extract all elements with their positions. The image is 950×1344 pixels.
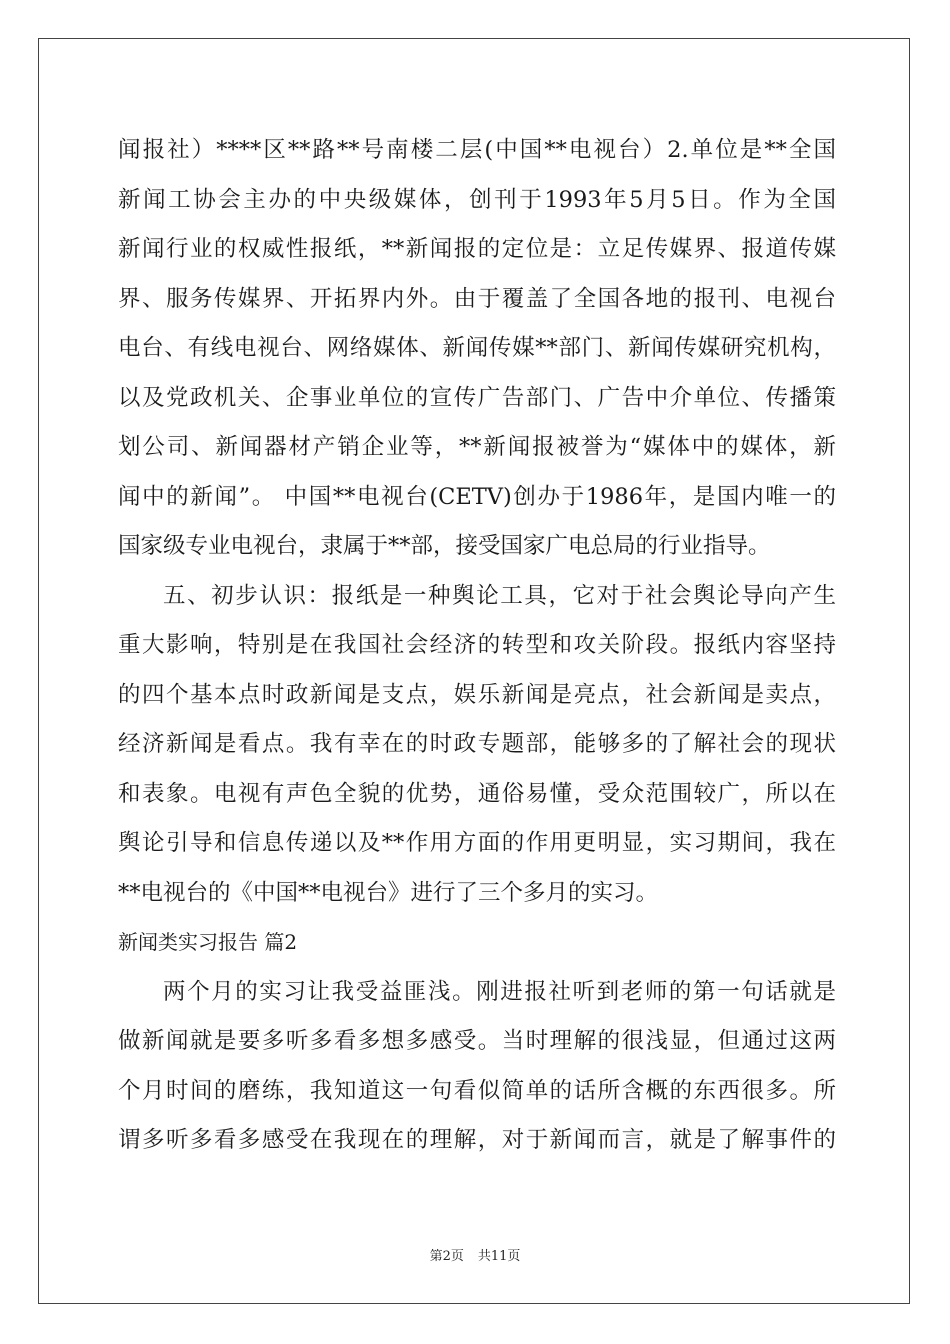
text-line: 闻报社）****区**路**号南楼二层(中国**电视台）2.单位是**全国 xyxy=(118,137,836,163)
text-line: 国家级专业电视台，隶属于**部，接受国家广电总局的行业指导。 xyxy=(118,533,771,559)
text-line: 的四个基本点时政新闻是支点，娱乐新闻是亮点，社会新闻是卖点， xyxy=(118,681,836,708)
text-line: **电视台的《中国**电视台》进行了三个多月的实习。 xyxy=(118,879,659,906)
text-line: 新闻工协会主办的中央级媒体，创刊于1993年5月5日。作为全国 xyxy=(118,186,836,213)
text-line: 以及党政机关、企事业单位的宣传广告部门、广告中介单位、传播策 xyxy=(118,384,836,411)
text-line: 五、初步认识：报纸是一种舆论工具，它对于社会舆论导向产生 xyxy=(163,582,836,609)
page-total: 共11页 xyxy=(477,1249,521,1264)
text-line: 闻中的新闻”。 中国**电视台(CETV)创办于1986年，是国内唯一的 xyxy=(118,483,836,510)
page-footer xyxy=(0,1245,950,1264)
text-line: 谓多听多看多感受在我现在的理解，对于新闻而言，就是了解事件的 xyxy=(118,1127,836,1153)
text-line: 界、服务传媒界、开拓界内外。由于覆盖了全国各地的报刊、电视台 xyxy=(118,285,836,312)
section-heading: 新闻类实习报告 篇2 xyxy=(118,930,298,954)
text-line: 电台、有线电视台、网络媒体、新闻传媒**部门、新闻传媒研究机构， xyxy=(118,335,836,361)
page-number: 第2页 xyxy=(429,1249,464,1264)
text-line: 个月时间的磨练，我知道这一句看似简单的话所含概的东西很多。所 xyxy=(118,1077,836,1104)
text-line: 舆论引导和信息传递以及**作用方面的作用更明显，实习期间，我在 xyxy=(118,830,836,856)
text-line: 划公司、新闻器材产销企业等，**新闻报被誉为“媒体中的媒体，新 xyxy=(118,434,836,460)
text-line: 两个月的实习让我受益匪浅。刚进报社听到老师的第一句话就是 xyxy=(163,978,836,1005)
text-line: 经济新闻是看点。我有幸在的时政专题部，能够多的了解社会的现状 xyxy=(118,731,836,757)
text-line: 新闻行业的权威性报纸，**新闻报的定位是：立足传媒界、报道传媒 xyxy=(118,236,836,262)
document-body xyxy=(118,126,836,1166)
text-line: 和表象。电视有声色全貌的优势，通俗易懂，受众范围较广，所以在 xyxy=(118,780,836,807)
text-line: 做新闻就是要多听多看多想多感受。当时理解的很浅显，但通过这两 xyxy=(118,1028,836,1054)
text-line: 重大影响，特别是在我国社会经济的转型和攻关阶段。报纸内容坚持 xyxy=(118,632,836,658)
